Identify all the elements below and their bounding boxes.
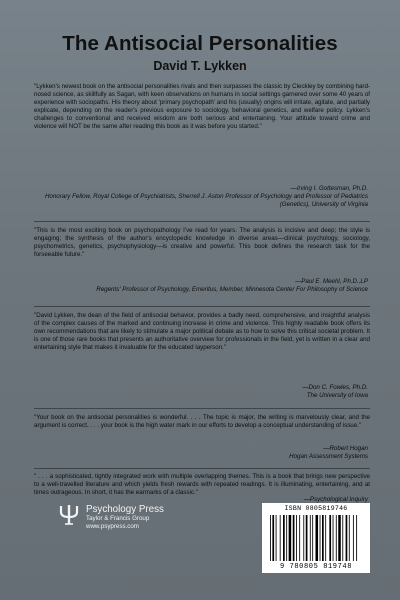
review-quote: "This is the most exciting book on psychopathology I've read for years. The analysis is incisive and deep; the style is engaging; the synthesis of the author's encyclopedic knowledge in diverse areas—clinical psychology, sociology, psychometrics, genetics, psychophysiology—is creative and powerful. This book defines the research task for the forseeable future." xyxy=(34,227,370,259)
review-attribution xyxy=(28,384,368,400)
review-quote: "Your book on the antisocial personalities is wonderful. . . . The topic is major, the writing is marvelously clear, and the argument is correct. . . . your book is the high water mark in our efforts to develop a conceptual understanding of issue." xyxy=(34,414,370,430)
reviewer-name: —Paul E. Meehl, Ph.D.,LP xyxy=(295,278,368,285)
isbn-label: ISBN 0805819746 xyxy=(284,505,348,512)
publisher-group: Taylor & Francis Group xyxy=(86,515,150,522)
reviewer-affiliation: The University of Iowa xyxy=(306,392,368,400)
divider xyxy=(34,306,370,307)
divider xyxy=(34,221,370,222)
reviewer-name: —Robert Hogan xyxy=(323,445,368,452)
publisher-name: Psychology Press xyxy=(86,504,164,515)
reviewer-affiliation: Hogan Assessment Systems xyxy=(289,453,368,461)
review-quote: "Lykken's newest book on the antisocial personalities rivals and then surpasses the classic by Cleckley by combining hard-nosed science, as skillfully as Sagan, with keen observations on humans in social settings garnered over some 40 years of experience with sociopaths. His theory about 'primary psychopath' and his (usually) origins will irritate, agitate, and partially explicate, depending on the reader's previous exposure to sociology, behavioral genetics, and welfare policy. Lykken's challenges to conventional and received wisdom are both serious and entertaining. Your attitude toward crime and violence will NOT be the same after reading this book as it was before you started." xyxy=(34,83,370,131)
reviewer-name: —Irving I. Gottesman, Ph.D. xyxy=(290,185,368,192)
divider xyxy=(34,408,370,409)
publisher-url[interactable]: www.psypress.com xyxy=(86,523,139,530)
reviewer-affiliation: Regents' Professor of Psychology, Emeritus, Member, Minnesota Center For Philosophy of Science xyxy=(96,286,368,294)
review-quote: " . . . a sophisticated, tightly integrated work with multiple overlapping themes. This is a book that brings new perspective to a well-travelled literature and which yields fresh rewards with repeated readings. It is illuminating, entertaining, and at times outrageous. In short, it has the earmarks of a classic." xyxy=(34,473,370,497)
barcode-bars xyxy=(266,515,366,561)
psi-icon xyxy=(58,503,80,525)
book-author: David T. Lykken xyxy=(153,59,247,73)
review-attribution xyxy=(28,445,368,461)
book-title: The Antisocial Personalities xyxy=(62,32,338,55)
review-attribution xyxy=(28,278,368,294)
barcode xyxy=(262,503,370,573)
barcode-number: 9 780805 819748 xyxy=(279,563,352,571)
reviewer-affiliation: Honorary Fellow, Royal College of Psychiatrists, Sherrell J. Aston Professor of Psychology and Professor of Pediatrics (Genetics), University of Virginia xyxy=(44,193,368,209)
publisher-block xyxy=(86,504,164,531)
review-quote: "David Lykken, the dean of the field of antisocial behavior, provides a badly need, comprehensive, and insightful analysis of the complex causes of the marked and continuing increase in crime and violence. This highly readable book offers its own recommendations that are likely to stimulate a major political debate as to how to solve this critical societal problem. It is one of those rare books that presents an authoritative overview for professionals in the field, yet is written in a clear and entertaining style that makes it invaluable for the educated layperson." xyxy=(34,312,370,352)
review-attribution xyxy=(28,185,368,209)
reviewer-name: —Psychological Inquiry xyxy=(303,496,368,503)
reviewer-name: —Don C. Fowles, Ph.D. xyxy=(302,384,368,391)
divider xyxy=(34,468,370,469)
